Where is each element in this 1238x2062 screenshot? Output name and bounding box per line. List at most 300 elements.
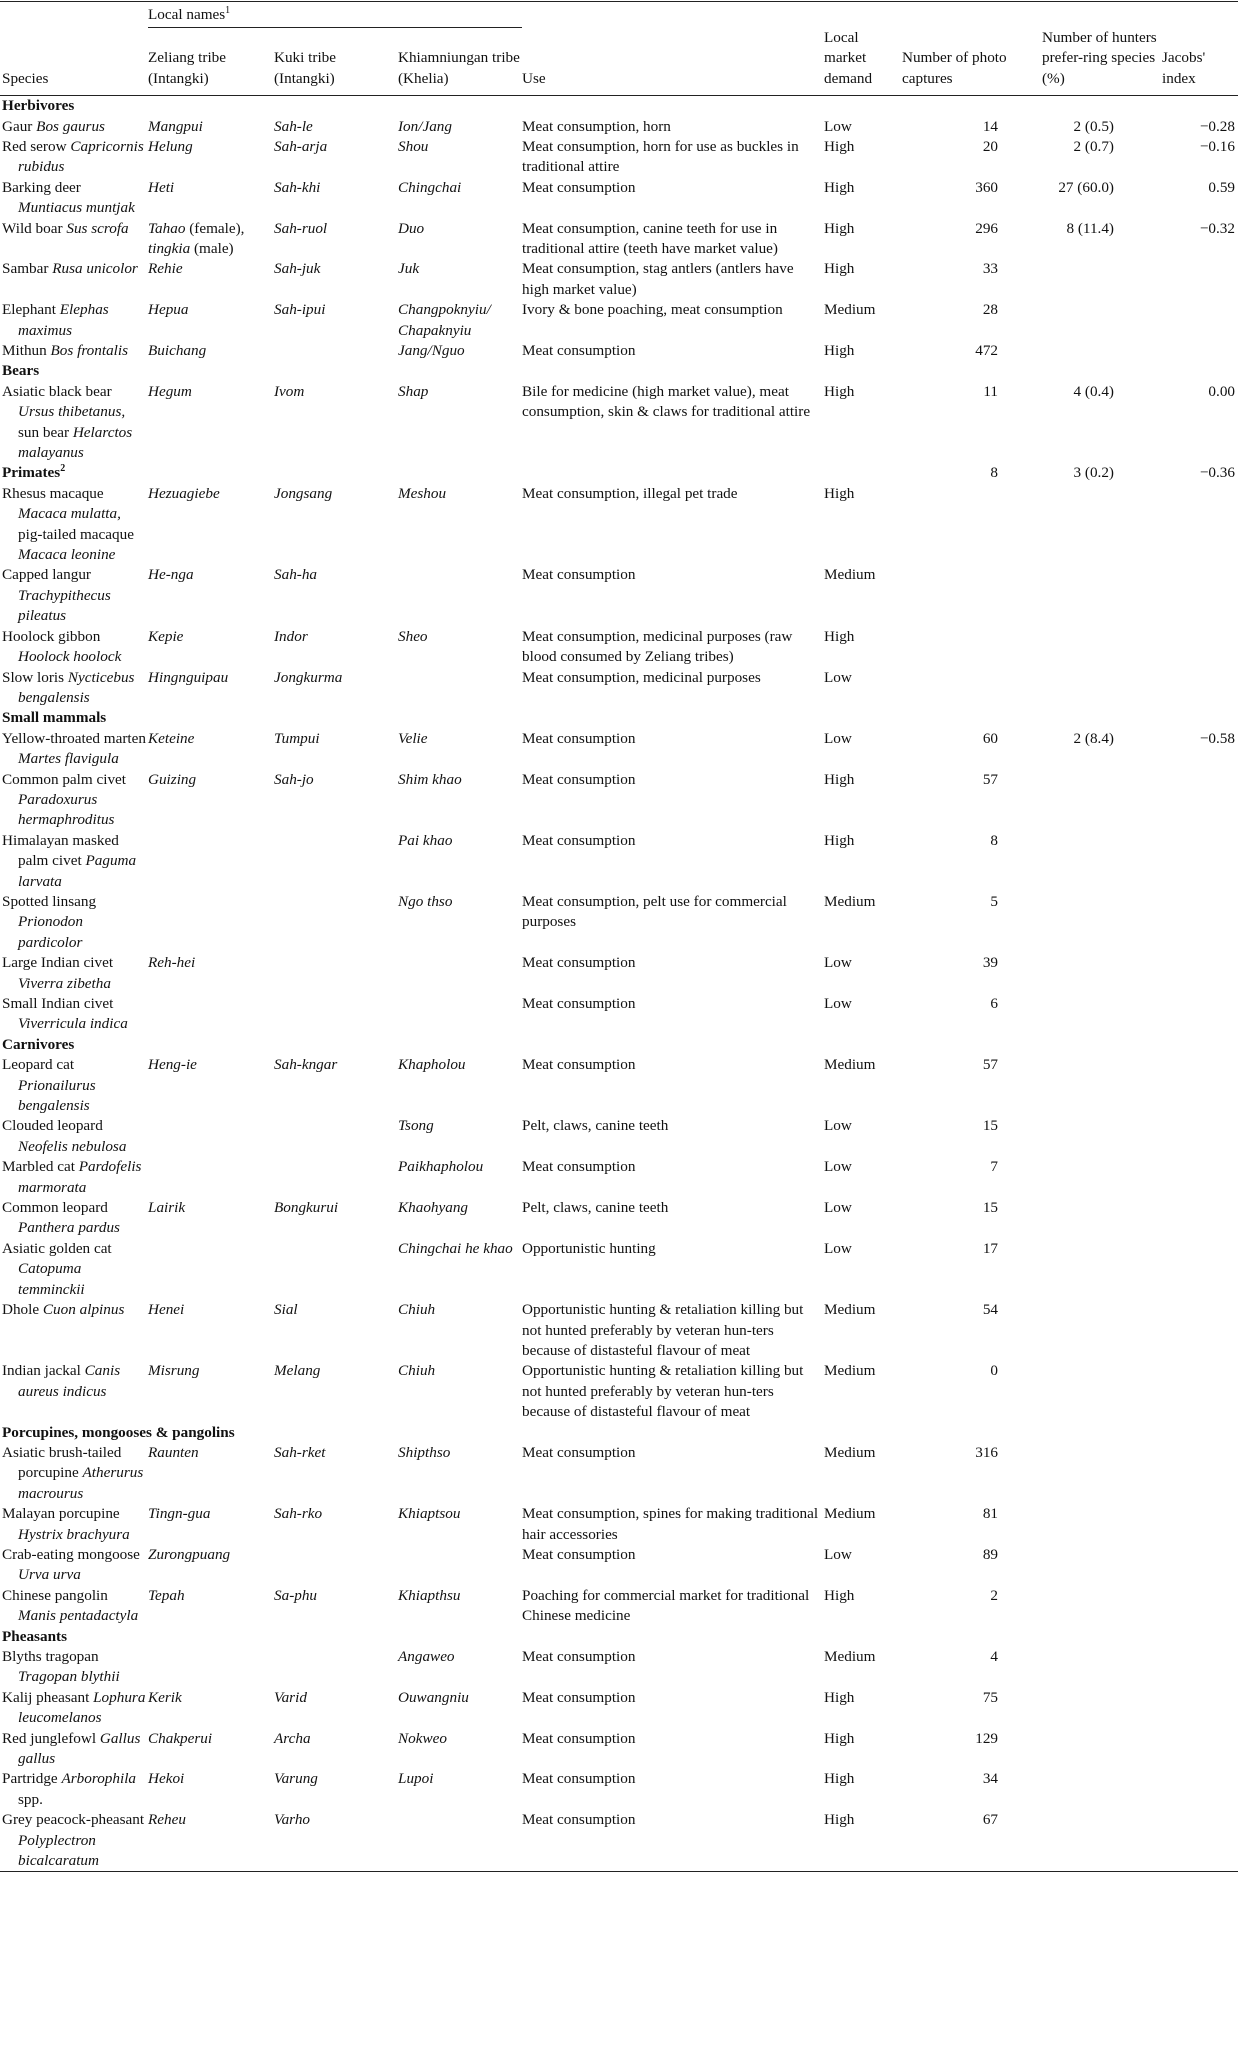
photo-captures-cell: 296 <box>975 219 998 237</box>
use-cell: Meat consumption, medicinal purposes <box>522 668 761 686</box>
photo-captures-cell: 57 <box>982 1056 998 1074</box>
kuki-header: Kuki tribe (Intangki) <box>274 28 398 96</box>
demand-cell: High <box>824 260 855 278</box>
jacobs-index-cell <box>1162 259 1238 300</box>
khiamniungan-name-cell: Khiaptsou <box>398 1505 461 1523</box>
hunters-preferring-cell <box>1042 565 1162 626</box>
zeliang-name-cell: Henei <box>148 1301 185 1319</box>
kuki-name-cell: Sah-khi <box>274 178 321 196</box>
species-scientific-name: Arborophila <box>61 1770 137 1788</box>
table-row <box>0 1361 1238 1422</box>
hunters-preferring-cell <box>1042 1545 1162 1586</box>
zeliang-name-cell: Reh-hei <box>148 954 196 972</box>
species-scientific-name: Gallus gallus <box>18 1729 141 1768</box>
table-row <box>0 892 1238 953</box>
category-label: Small mammals <box>2 709 107 727</box>
hunters-preferring-cell <box>1042 770 1162 831</box>
khiamniungan-name-cell: Khiapthsu <box>398 1586 461 1604</box>
demand-cell: Medium <box>824 892 876 910</box>
kuki-name-cell <box>274 1157 398 1198</box>
jacobs-index-cell: −0.58 <box>1199 729 1235 747</box>
table-row <box>0 484 1238 566</box>
hunters-preferring-cell <box>1042 994 1162 1035</box>
category-row <box>0 361 1238 381</box>
species-common-name-2: sun bear <box>18 423 70 441</box>
photo-captures-cell: 8 <box>990 464 998 482</box>
jacobs-index-cell <box>1162 668 1238 709</box>
jacobs-index-cell <box>1162 953 1238 994</box>
photo-captures-cell: 5 <box>990 892 998 910</box>
photo-captures-cell <box>902 1035 1042 1055</box>
table-row <box>0 565 1238 626</box>
zeliang-header: Zeliang tribe (Intangki) <box>148 28 274 96</box>
khiamniungan-name-cell: Shipthso <box>398 1443 451 1461</box>
use-cell: Meat consumption <box>522 1158 636 1176</box>
jacobs-index-cell: 0.00 <box>1208 382 1235 400</box>
hunters-preferring-cell <box>1042 1035 1162 1055</box>
species-cell <box>0 300 148 341</box>
use-cell: Meat consumption <box>522 1056 636 1074</box>
photo-captures-cell: 4 <box>990 1648 998 1665</box>
zeliang-name-cell: Hezuagiebe <box>148 484 220 502</box>
photo-captures-cell: 89 <box>982 1545 998 1563</box>
table-row <box>0 1157 1238 1198</box>
use-cell: Meat consumption <box>522 770 636 788</box>
use-cell: Meat consumption <box>522 1443 636 1461</box>
jacobs-index-cell <box>1162 1035 1238 1055</box>
demand-cell: Low <box>824 995 852 1012</box>
hunters-preferring-cell <box>1042 1361 1162 1422</box>
species-common-name: Gaur <box>2 117 33 135</box>
species-common-name: Asiatic black bear <box>2 382 112 400</box>
zeliang-name-cell: Kerik <box>148 1688 182 1706</box>
khiamniungan-name-cell <box>398 565 522 626</box>
khiamniungan-name-cell <box>398 1810 522 1872</box>
khiamniungan-name-cell: Ngo thso <box>398 892 453 910</box>
zeliang-name-cell: Rehie <box>148 260 183 278</box>
hunters-preferring-cell <box>1042 627 1162 668</box>
species-common-name: Common leopard <box>2 1199 108 1217</box>
use-cell: Meat consumption, stag antlers (antlers have high market value) <box>522 260 794 298</box>
jacobs-index-cell <box>1162 1810 1238 1872</box>
hunters-preferring-cell <box>1042 668 1162 709</box>
species-common-name: Slow loris <box>2 668 65 686</box>
species-common-name: Clouded leopard <box>2 1117 103 1135</box>
khiamniungan-name-cell: Ouwangniu <box>398 1688 469 1706</box>
jacobs-index-cell <box>1162 1198 1238 1239</box>
kuki-name-cell: Melang <box>274 1362 321 1380</box>
jacobs-index-cell <box>1162 708 1238 728</box>
photo-captures-cell: 129 <box>975 1729 998 1747</box>
species-cell <box>0 1239 148 1300</box>
jacobs-index-cell: −0.28 <box>1199 117 1235 135</box>
species-scientific-name: Nycticebus bengalensis <box>18 668 135 706</box>
category-title <box>0 96 902 117</box>
khiamniungan-name-cell: Shim khao <box>398 770 462 788</box>
species-cell <box>0 1586 148 1627</box>
table-row <box>0 1586 1238 1627</box>
species-scientific-name-2: Helarctos malayanus <box>18 423 133 462</box>
demand-cell: Low <box>824 1199 852 1217</box>
photo-captures-cell: 316 <box>975 1443 998 1461</box>
zeliang-name-cell: Lairik <box>148 1199 186 1217</box>
kuki-name-cell: Varung <box>274 1770 318 1788</box>
zeliang-name-cell: Hekoi <box>148 1770 185 1788</box>
species-common-name: Leopard cat <box>2 1056 75 1074</box>
zeliang-name-cell: Heng-ie <box>148 1056 197 1074</box>
use-cell: Meat consumption, illegal pet trade <box>522 484 738 502</box>
species-cell <box>0 1545 148 1586</box>
species-cell <box>0 137 148 178</box>
species-scientific-name: Canis aureus indicus <box>18 1362 121 1400</box>
khiamniungan-name-cell: Chingchai <box>398 178 462 196</box>
kuki-name-cell <box>274 994 398 1035</box>
species-common-name: Spotted linsang <box>2 892 97 910</box>
table-row <box>0 1198 1238 1239</box>
species-common-name: Blyths tragopan <box>2 1648 99 1665</box>
hunters-preferring-cell <box>1042 300 1162 341</box>
jacobs-index-cell: 0.59 <box>1208 178 1235 196</box>
species-scientific-name: Viverra zibetha <box>18 974 111 992</box>
species-common-name: Indian jackal <box>2 1362 81 1380</box>
photo-captures-cell: 8 <box>990 831 998 849</box>
demand-cell: Medium <box>824 1443 876 1461</box>
zeliang-name-cell: Hegum <box>148 382 192 400</box>
category-row <box>0 1035 1238 1055</box>
demand-cell: High <box>824 1810 902 1872</box>
use-cell: Meat consumption <box>522 1688 636 1706</box>
table-row <box>0 1239 1238 1300</box>
category-row <box>0 1627 1238 1647</box>
demand-cell: High <box>824 627 855 645</box>
species-header: Species <box>0 28 148 96</box>
zeliang-name-cell <box>148 831 274 892</box>
species-common-name: Red serow <box>2 137 67 155</box>
khiamniungan-name-cell: Lupoi <box>398 1770 434 1788</box>
species-scientific-name: Atherurus macrourus <box>18 1464 144 1502</box>
photo-captures-cell <box>902 668 1042 709</box>
category-title <box>0 361 902 381</box>
species-cell <box>0 1443 148 1504</box>
photo-captures-header: Number of photo captures <box>902 28 1042 96</box>
species-cell <box>0 1157 148 1198</box>
species-cell <box>0 117 148 137</box>
species-scientific-name: Tragopan blythii <box>18 1668 120 1686</box>
zeliang-name-cell: Tahao (female), tingkia (male) <box>148 219 245 257</box>
jacobs-index-cell <box>1162 1647 1238 1688</box>
photo-captures-cell <box>902 1423 1042 1443</box>
photo-captures-cell <box>902 484 1042 566</box>
jacobs-index-cell <box>1162 1300 1238 1361</box>
demand-cell: High <box>824 1688 855 1706</box>
jacobs-index-cell <box>1162 1729 1238 1770</box>
table-row <box>0 1504 1238 1545</box>
khiamniungan-name-cell <box>398 1545 522 1586</box>
khiamniungan-name-cell: Khaohyang <box>398 1199 469 1217</box>
kuki-name-cell: Varho <box>274 1810 398 1872</box>
photo-captures-cell: 17 <box>982 1239 998 1257</box>
table-row <box>0 117 1238 137</box>
species-cell <box>0 219 148 260</box>
hunters-preferring-cell <box>1042 953 1162 994</box>
species-scientific-name: Lophura leucomelanos <box>18 1688 146 1727</box>
kuki-name-cell: Sah-ruol <box>274 219 328 237</box>
zeliang-name-cell: Misrung <box>148 1362 200 1380</box>
khiamniungan-name-cell: Changpoknyiu/ Chapaknyiu <box>398 301 491 339</box>
khiamniungan-name-cell: Chingchai he khao <box>398 1239 513 1257</box>
species-scientific-name: Pardofelis marmorata <box>18 1158 142 1196</box>
hunters-preferring-cell: 3 (0.2) <box>1073 464 1114 482</box>
species-scientific-name: Manis pentadactyla <box>18 1607 139 1625</box>
photo-captures-cell: 15 <box>982 1199 998 1217</box>
use-cell: Pelt, claws, canine teeth <box>522 1117 669 1135</box>
photo-captures-cell: 33 <box>982 260 998 278</box>
zeliang-name-cell: Kepie <box>148 627 184 645</box>
species-scientific-name: Cuon alpinus <box>42 1301 125 1319</box>
demand-cell: High <box>824 342 855 359</box>
species-cell <box>0 1729 148 1770</box>
table-row <box>0 1688 1238 1729</box>
khiamniungan-name-cell: Angaweo <box>398 1648 455 1665</box>
use-cell: Meat consumption, medicinal purposes (raw blood consumed by Zeliang tribes) <box>522 627 793 666</box>
jacobs-index-cell <box>1162 627 1238 668</box>
species-cell <box>0 770 148 831</box>
photo-captures-cell: 34 <box>982 1770 998 1788</box>
table-body <box>0 96 1238 1872</box>
jacobs-index-cell <box>1162 1239 1238 1300</box>
species-common-name: Chinese pangolin <box>2 1586 108 1604</box>
hunters-preferring-cell <box>1042 1423 1162 1443</box>
demand-header: Local market demand <box>824 28 902 96</box>
photo-captures-cell: 54 <box>982 1301 998 1319</box>
jacobs-index-cell <box>1162 96 1238 117</box>
kuki-name-cell: Ivom <box>274 382 305 400</box>
species-common-name: Sambar <box>2 260 49 278</box>
khiamniungan-name-cell: Jang/Nguo <box>398 342 465 359</box>
kuki-name-cell: Tumpui <box>274 729 320 747</box>
use-cell: Opportunistic hunting & retaliation killing but not hunted preferably by veteran hun-ters because of distasteful flavour of meat <box>522 1362 804 1421</box>
demand-cell: Low <box>824 729 852 747</box>
hunters-preferring-cell <box>1042 1300 1162 1361</box>
species-scientific-name: Prionailurus bengalensis <box>18 1076 96 1115</box>
table-row <box>0 1300 1238 1361</box>
use-cell: Meat consumption <box>522 178 636 196</box>
khiamniungan-name-cell: Duo <box>398 219 425 237</box>
species-common-name: Kalij pheasant <box>2 1688 90 1706</box>
hunters-preferring-cell <box>1042 96 1162 117</box>
khiamniungan-name-cell: Chiuh <box>398 1301 436 1319</box>
hunters-preferring-cell <box>1042 1116 1162 1157</box>
photo-captures-cell: 11 <box>983 382 998 400</box>
use-cell: Poaching for commercial market for traditional Chinese medicine <box>522 1586 810 1625</box>
zeliang-name-cell: Chakperui <box>148 1729 213 1747</box>
photo-captures-cell: 2 <box>990 1586 998 1604</box>
khiamniungan-name-cell <box>398 953 522 994</box>
demand-cell: High <box>824 770 855 788</box>
zeliang-name-cell: Hingnguipau <box>148 668 229 686</box>
table-row <box>0 1055 1238 1116</box>
khiamniungan-name-cell: Meshou <box>398 484 447 502</box>
use-cell: Meat consumption, horn for use as buckles in traditional attire <box>522 137 799 176</box>
jacobs-index-cell: −0.36 <box>1199 464 1235 482</box>
hunters-preferring-cell <box>1042 1586 1162 1627</box>
species-common-name: Malayan porcupine <box>2 1505 120 1523</box>
zeliang-name-cell: Helung <box>148 137 193 155</box>
table-row <box>0 178 1238 219</box>
table-row <box>0 137 1238 178</box>
khiamniungan-name-cell: Juk <box>398 260 420 278</box>
species-common-name: Asiatic brush-tailed porcupine <box>2 1443 122 1482</box>
species-common-name: Marbled cat <box>2 1158 75 1176</box>
kuki-name-cell <box>274 1116 398 1157</box>
demand-cell: Low <box>824 668 852 686</box>
photo-captures-cell: 28 <box>982 301 998 319</box>
table-row <box>0 627 1238 668</box>
species-scientific-name: Capricornis rubidus <box>18 137 144 176</box>
hunters-preferring-cell <box>1042 1443 1162 1504</box>
table-row <box>0 1647 1238 1688</box>
jacobs-index-cell <box>1162 361 1238 381</box>
demand-cell: Medium <box>824 1056 876 1074</box>
demand-cell: High <box>824 1586 855 1604</box>
species-common-name: Dhole <box>2 1301 40 1319</box>
use-cell: Meat consumption <box>522 729 636 747</box>
hunters-preferring-cell <box>1042 361 1162 381</box>
use-cell: Meat consumption <box>522 566 636 584</box>
photo-captures-cell <box>902 627 1042 668</box>
kuki-name-cell: Jongkurma <box>274 668 343 686</box>
table-row <box>0 1769 1238 1810</box>
jacobs-index-cell <box>1162 1157 1238 1198</box>
species-scientific-name: Muntiacus muntjak <box>18 199 135 217</box>
khiamniungan-name-cell: Shou <box>398 137 429 155</box>
kuki-name-cell <box>274 831 398 892</box>
khiamniungan-name-cell: Paikhapholou <box>398 1158 484 1176</box>
hunters-preferring-cell: 2 (0.5) <box>1073 117 1114 135</box>
hunters-preferring-cell <box>1042 1810 1162 1872</box>
use-cell: Opportunistic hunting & retaliation killing but not hunted preferably by veteran hun-ters because of distasteful flavour of meat <box>522 1301 804 1359</box>
species-cell <box>0 831 148 892</box>
use-cell: Meat consumption <box>522 342 636 359</box>
use-cell: Meat consumption <box>522 1545 636 1563</box>
hunters-preferring-cell <box>1042 341 1162 361</box>
use-cell: Ivory & bone poaching, meat consumption <box>522 301 783 319</box>
category-title <box>0 708 902 728</box>
use-cell: Meat consumption <box>522 1810 824 1872</box>
kuki-name-cell <box>274 1239 398 1300</box>
species-scientific-name: Hystrix brachyura <box>18 1525 130 1543</box>
category-label: Porcupines, mongooses & pangolins <box>2 1423 235 1441</box>
photo-captures-cell: 6 <box>990 995 998 1012</box>
photo-captures-cell: 15 <box>982 1117 998 1135</box>
species-common-name: Hoolock gibbon <box>2 627 101 645</box>
species-scientific-name: Bos frontalis <box>50 342 129 359</box>
demand-cell: Medium <box>824 1505 876 1523</box>
zeliang-name-cell: Tepah <box>148 1586 185 1604</box>
hunters-preferring-cell: 2 (8.4) <box>1073 729 1114 747</box>
species-cell <box>0 1116 148 1157</box>
table-row <box>0 770 1238 831</box>
species-scientific-name: Paradoxurus hermaphroditus <box>18 790 115 829</box>
table-row <box>0 1116 1238 1157</box>
hunters-preferring-cell <box>1042 708 1162 728</box>
zeliang-name-cell: Zurongpuang <box>148 1545 231 1563</box>
use-cell: Meat consumption <box>522 1648 636 1665</box>
use-cell: Meat consumption <box>522 954 636 972</box>
species-scientific-name: Macaca mulatta, <box>18 505 121 523</box>
kuki-name-cell: Archa <box>274 1729 311 1747</box>
hunters-preferring-cell <box>1042 259 1162 300</box>
species-common-name: Red junglefowl <box>2 1729 97 1747</box>
species-common-name: Mithun <box>2 342 47 359</box>
table-row <box>0 1545 1238 1586</box>
demand-cell: Medium <box>824 301 876 319</box>
kuki-name-cell: Sial <box>274 1301 298 1319</box>
use-cell: Meat consumption, horn <box>522 117 671 135</box>
jacobs-index-cell <box>1162 484 1238 566</box>
kuki-name-cell: Sah-rket <box>274 1443 326 1461</box>
species-scientific-name: Elephas maximus <box>18 301 109 339</box>
demand-cell: High <box>824 831 855 849</box>
kuki-name-cell: Sa-phu <box>274 1586 318 1604</box>
jacobs-index-cell <box>1162 1116 1238 1157</box>
species-cell <box>0 565 148 626</box>
jacobs-index-cell <box>1162 1504 1238 1545</box>
species-cell <box>0 1810 148 1872</box>
khiamniungan-name-cell <box>398 668 522 709</box>
species-scientific-name: Neofelis nebulosa <box>18 1137 127 1155</box>
table-row <box>0 300 1238 341</box>
category-row <box>0 463 1238 483</box>
zeliang-name-cell: Tingn-gua <box>148 1505 211 1523</box>
kuki-name-cell: Sah-kngar <box>274 1056 338 1074</box>
hunters-preferring-cell <box>1042 892 1162 953</box>
hunters-preferring-cell <box>1042 1504 1162 1545</box>
species-cell <box>0 178 148 219</box>
species-cell <box>0 341 148 361</box>
species-cell <box>0 892 148 953</box>
use-cell: Meat consumption, pelt use for commercial purposes <box>522 892 787 931</box>
kuki-name-cell: Indor <box>274 627 308 645</box>
table-row <box>0 382 1238 464</box>
zeliang-name-cell: Heti <box>148 178 175 196</box>
jacobs-index-cell <box>1162 1627 1238 1647</box>
species-cell <box>0 953 148 994</box>
jacobs-index-cell <box>1162 1443 1238 1504</box>
category-title <box>0 1035 902 1055</box>
photo-captures-cell <box>902 96 1042 117</box>
khiamniungan-name-cell: Shap <box>398 382 429 400</box>
category-row <box>0 708 1238 728</box>
demand-cell: Low <box>824 117 852 135</box>
species-common-name: Small Indian civet <box>2 995 114 1012</box>
zeliang-name-cell: He-nga <box>148 566 194 584</box>
species-cell: Partridge Arborophila spp. <box>2 1770 137 1808</box>
jacobs-index-cell <box>1162 565 1238 626</box>
kuki-name-cell: Varid <box>274 1688 307 1706</box>
demand-cell: High <box>824 219 855 237</box>
demand-cell: High <box>824 382 855 400</box>
kuki-name-cell: Sah-arja <box>274 137 328 155</box>
kuki-name-cell: Jongsang <box>274 484 333 502</box>
hunters-preferring-cell <box>1042 831 1162 892</box>
species-scientific-name: Viverricula indica <box>18 1015 128 1033</box>
demand-cell: High <box>824 178 855 196</box>
kuki-name-cell: Sah-rko <box>274 1505 323 1523</box>
table-row <box>0 953 1238 994</box>
zeliang-name-cell <box>148 1647 274 1688</box>
use-cell: Meat consumption <box>522 831 636 849</box>
